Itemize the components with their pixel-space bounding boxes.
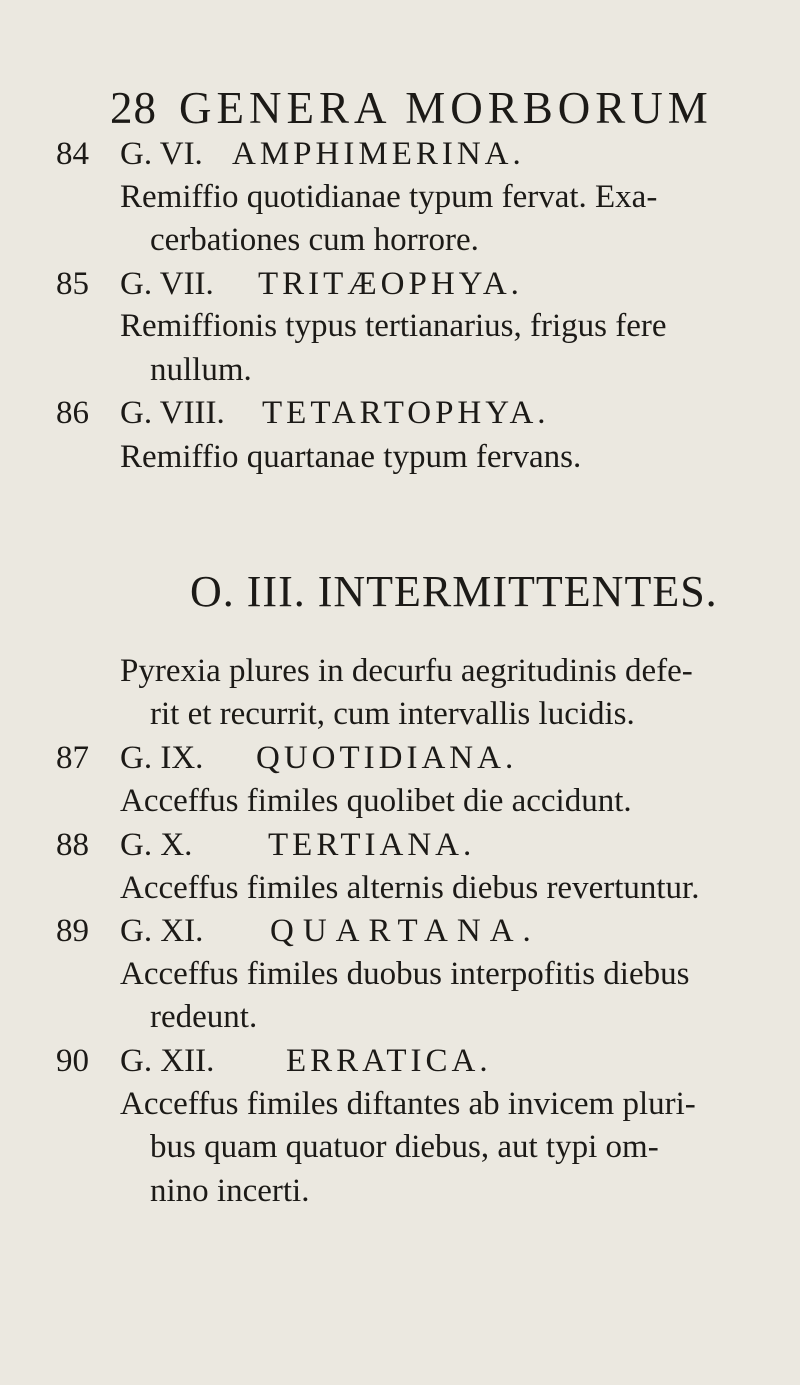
genus-label: G. XII. <box>120 1043 215 1079</box>
genus-label: G. VII. <box>120 266 214 302</box>
order-title: O. III. INTERMITTENTES. <box>190 567 718 616</box>
order-description-line-2: rit et recurrit, cum intervallis lucidis. <box>150 696 635 732</box>
entry-90-description-line-2: bus quam quatuor diebus, aut typi om- <box>150 1129 659 1165</box>
genus-name: TETARTOPHYA. <box>262 395 550 431</box>
genus-name: TRITÆOPHYA. <box>258 266 523 302</box>
genus-label: G. XI. <box>120 913 204 949</box>
genus-name: TERTIANA. <box>268 827 476 863</box>
entry-number: 90 <box>56 1043 89 1079</box>
genus-label: G. VIII. <box>120 395 225 431</box>
entry-89-description-line-1: Acceffus fimiles duobus interpofitis diebus <box>120 956 690 992</box>
entry-87-description-line-1: Acceffus fimiles quolibet die accidunt. <box>120 783 632 819</box>
entry-number: 89 <box>56 913 89 949</box>
genus-label: G. IX. <box>120 740 204 776</box>
entry-number: 87 <box>56 740 89 776</box>
entry-number: 84 <box>56 136 89 172</box>
genus-name: AMPHIMERINA. <box>232 136 525 172</box>
entry-84-description-line-1: Remiffio quotidianae typum fervat. Exa- <box>120 179 658 215</box>
entry-85-description-line-1: Remiffionis typus tertianarius, frigus fere <box>120 308 667 344</box>
entry-number: 88 <box>56 827 89 863</box>
entry-89-description-line-2: redeunt. <box>150 999 258 1035</box>
entry-86-description-line-1: Remiffio quartanae typum fervans. <box>120 439 582 475</box>
running-header <box>110 78 713 138</box>
entry-90-description-line-1: Acceffus fimiles diftantes ab invicem pluri- <box>120 1086 696 1122</box>
entry-number: 85 <box>56 266 89 302</box>
order-description-line-1: Pyrexia plures in decurfu aegritudinis defe- <box>120 653 693 689</box>
genus-label: G. X. <box>120 827 193 863</box>
page-number: 28 <box>110 83 157 133</box>
genus-name: ERRATICA. <box>286 1043 492 1079</box>
entry-88-description-line-1: Acceffus fimiles alternis diebus revertuntur. <box>120 870 700 906</box>
entry-84-description-line-2: cerbationes cum horrore. <box>150 222 479 258</box>
genus-name: QUOTIDIANA. <box>256 740 518 776</box>
entry-number: 86 <box>56 395 89 431</box>
running-title: GENERA MORBORUM <box>179 83 713 133</box>
genus-name: QUARTANA. <box>270 913 540 949</box>
genus-label: G. VI. <box>120 136 203 172</box>
entry-90-description-line-3: nino incerti. <box>150 1173 310 1209</box>
entry-85-description-line-2: nullum. <box>150 352 252 388</box>
